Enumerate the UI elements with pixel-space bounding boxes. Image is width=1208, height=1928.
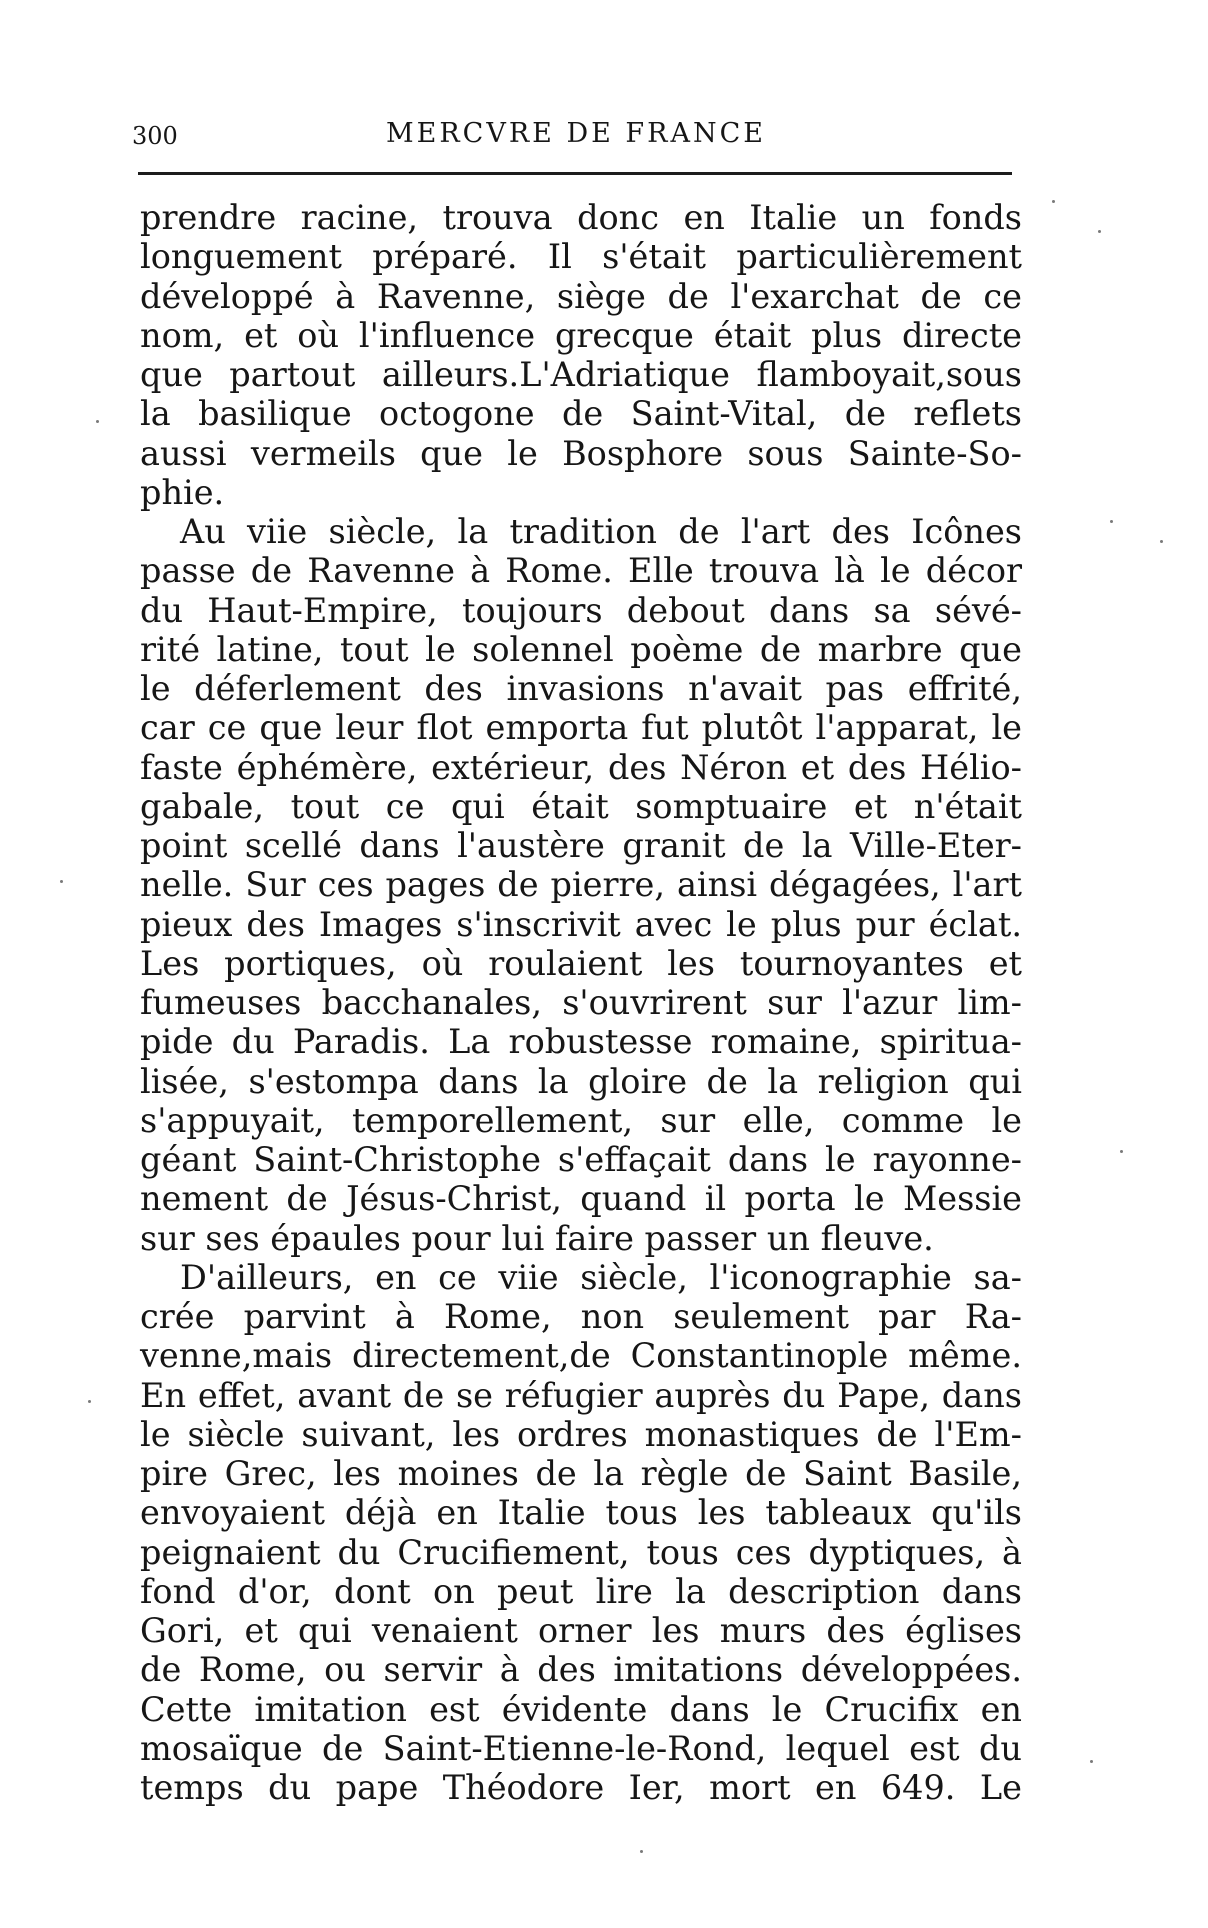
text-line: rité latine, tout le solennel poème de marbre que: [140, 629, 1022, 669]
text-line: Au viie siècle, la tradition de l'art des Icônes: [180, 512, 1022, 551]
text-line: longuement préparé. Il s'était particulièrement: [140, 237, 1022, 277]
text-line: aussi vermeils que le Bosphore sous Sainte-So-: [140, 433, 1022, 473]
text-line: gabale, tout ce qui était somptuaire et n'était: [140, 786, 1022, 826]
body-text: [140, 198, 1022, 1807]
text-line: fumeuses bacchanales, s'ouvrirent sur l'azur lim-: [140, 983, 1022, 1022]
text-line: de Rome, ou servir à des imitations développées.: [140, 1650, 1022, 1690]
text-line: Les portiques, où roulaient les tournoyantes et: [140, 943, 1022, 983]
text-line: lisée, s'estompa dans la gloire de la religion qui: [140, 1061, 1022, 1101]
text-line: géant Saint-Christophe s'effaçait dans le rayonne-: [140, 1140, 1022, 1179]
text-line: phie.: [140, 472, 225, 512]
page-number: 300: [132, 122, 178, 150]
page-header: [132, 118, 1012, 158]
text-line: la basilique octogone de Saint-Vital, de reflets: [140, 394, 1022, 434]
text-line: envoyaient déjà en Italie tous les tableaux qu'ils: [140, 1493, 1022, 1533]
text-line: car ce que leur flot emporta fut plutôt l'apparat, le: [140, 708, 1022, 748]
scan-speck: [1110, 520, 1113, 523]
text-line: En effet, avant de se réfugier auprès du Pape, dans: [140, 1375, 1022, 1415]
scan-speck: [96, 420, 99, 423]
scan-speck: [640, 1850, 643, 1853]
text-line: D'ailleurs, en ce viie siècle, l'iconographie sa-: [180, 1257, 1022, 1297]
text-line: nelle. Sur ces pages de pierre, ainsi dégagées, l'art: [140, 865, 1022, 905]
text-line: temps du pape Théodore Ier, mort en 649. Le: [140, 1768, 1022, 1807]
text-line: pire Grec, les moines de la règle de Saint Basile,: [140, 1454, 1022, 1493]
text-line: nement de Jésus-Christ, quand il porta le Messie: [140, 1179, 1022, 1219]
text-line: le siècle suivant, les ordres monastiques de l'Em-: [140, 1414, 1022, 1454]
text-line: du Haut-Empire, toujours debout dans sa sévé-: [140, 590, 1022, 630]
running-title: MERCVRE DE FRANCE: [386, 118, 766, 149]
text-line: point scellé dans l'austère granit de la Ville-Eter-: [140, 826, 1022, 865]
scan-speck: [1160, 540, 1163, 543]
text-line: mosaïque de Saint-Etienne-le-Rond, lequel est du: [140, 1728, 1022, 1768]
text-line: s'appuyait, temporellement, sur elle, comme le: [140, 1100, 1022, 1140]
scan-speck: [60, 880, 63, 883]
scan-speck: [88, 1400, 91, 1403]
scan-speck: [1120, 1150, 1123, 1153]
text-line: peignaient du Crucifiement, tous ces dyptiques, à: [140, 1532, 1022, 1572]
text-line: que partout ailleurs.L'Adriatique flamboyait,sous: [140, 355, 1022, 394]
text-line: le déferlement des invasions n'avait pas effrité,: [140, 669, 1022, 708]
text-line: pieux des Images s'inscrivit avec le plus pur éclat.: [140, 904, 1022, 944]
scan-speck: [1052, 200, 1055, 203]
text-line: venne,mais directement,de Constantinople même.: [140, 1336, 1022, 1376]
text-line: prendre racine, trouva donc en Italie un fonds: [140, 198, 1022, 237]
text-line: développé à Ravenne, siège de l'exarchat de ce: [140, 276, 1022, 316]
text-line: Gori, et qui venaient orner les murs des églises: [140, 1611, 1022, 1650]
header-rule: [138, 172, 1012, 175]
text-line: crée parvint à Rome, non seulement par Ra-: [140, 1297, 1022, 1336]
text-line: passe de Ravenne à Rome. Elle trouva là le décor: [140, 551, 1022, 591]
text-line: Cette imitation est évidente dans le Crucifix en: [140, 1689, 1022, 1729]
text-line: fond d'or, dont on peut lire la description dans: [140, 1571, 1022, 1611]
text-line: sur ses épaules pour lui faire passer un fleuve.: [140, 1218, 934, 1258]
scan-speck: [1098, 230, 1101, 233]
text-line: nom, et où l'influence grecque était plus directe: [140, 315, 1022, 355]
text-line: faste éphémère, extérieur, des Néron et des Hélio-: [140, 747, 1022, 787]
scan-speck: [1090, 1760, 1093, 1763]
text-line: pide du Paradis. La robustesse romaine, spiritua-: [140, 1022, 1022, 1062]
